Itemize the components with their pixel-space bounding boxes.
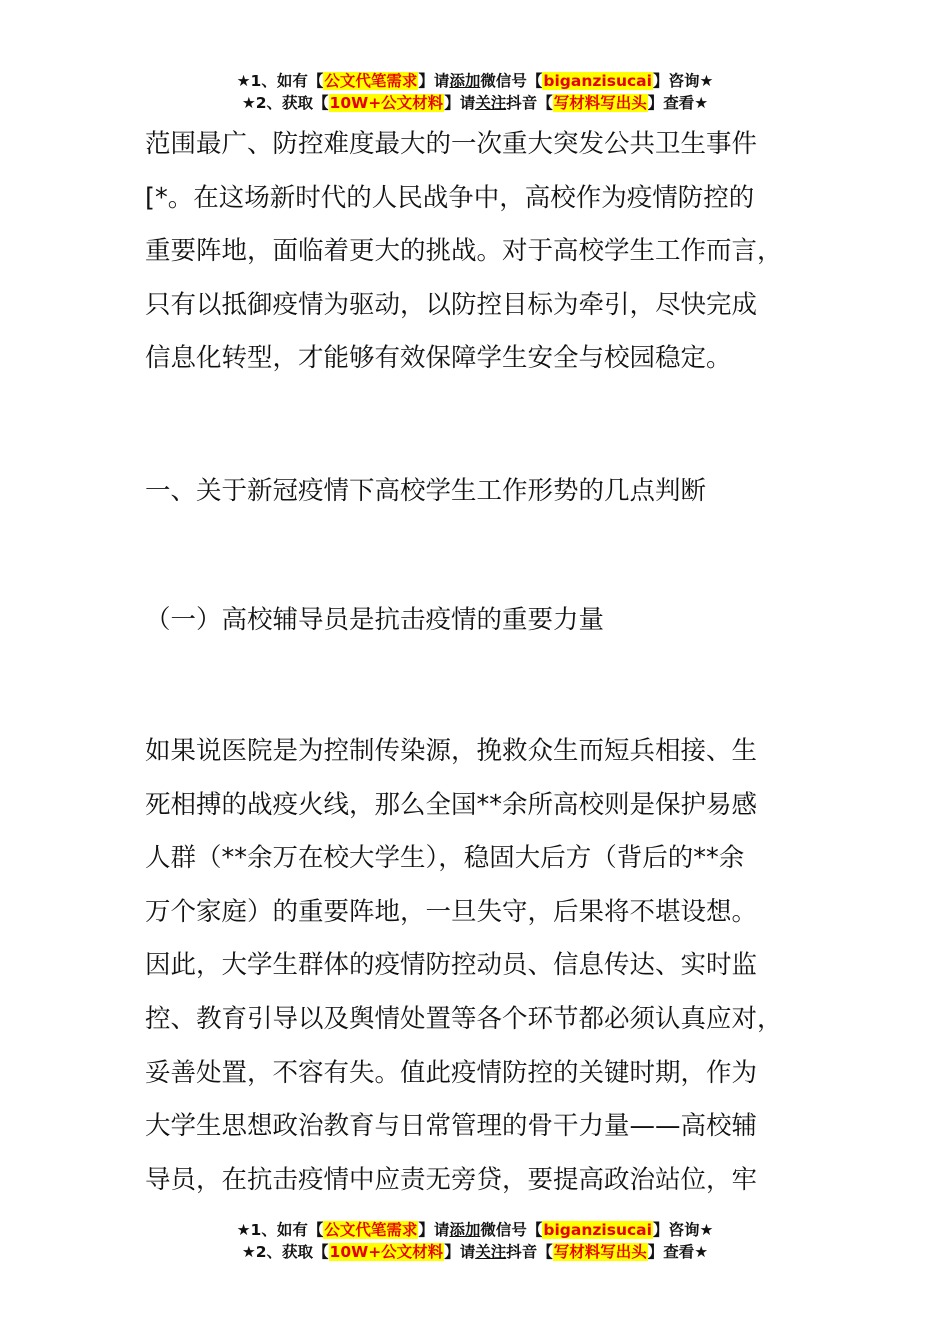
highlight-service: 公文代笔需求 [324,72,418,90]
text-line: 万个家庭）的重要阵地，一旦失守，后果将不堪设想。 [145,896,758,927]
text-line: 范围最广、防控难度最大的一次重大突发公共卫生事件 [145,129,758,159]
highlight-wechat-id: biganzisucai [543,1221,652,1239]
heading-1: 一、关于新冠疫情下高校学生工作形势的几点判断 [145,476,707,506]
star-icon: ★ [241,1243,256,1261]
banner-line-2: ★2、获取【10W+公文材料】请关注抖音【写材料写出头】查看★ [241,1243,709,1261]
text-line: 大学生思想政治教育与日常管理的骨干力量——高校辅 [145,1111,758,1142]
subsection-heading [145,594,845,648]
banner-line-1: ★1、如有【公文代笔需求】请添加微信号【biganzisucai】咨询★ [236,1221,714,1239]
text-line: 信息化转型，才能够有效保障学生安全与校园稳定。 [145,343,732,374]
text-line: [*。在这场新时代的人民战争中，高校作为疫情防控的 [145,182,755,213]
text-line: 导员，在抗击疫情中应责无旁贷，要提高政治站位，牢 [145,1164,758,1195]
banner-line-2: ★2、获取【10W+公文材料】请关注抖音【写材料写出头】查看★ [241,94,709,112]
highlight-materials: 10W+公文材料 [329,94,444,112]
star-icon: ★ [241,94,256,112]
text-line: 如果说医院是为控制传染源，挽救众生而短兵相接、生 [145,736,758,766]
body-paragraph [145,725,845,1207]
text-line: 人群（**余万在校大学生），稳固大后方（背后的**余 [145,843,745,874]
text-line: 妥善处置，不容有失。值此疫情防控的关键时期，作为 [145,1057,758,1088]
highlight-douyin: 写材料写出头 [553,94,647,112]
highlight-douyin: 写材料写出头 [553,1243,647,1261]
text-line: 因此，大学生群体的疫情防控动员、信息传达、实时监 [145,950,758,981]
highlight-materials: 10W+公文材料 [329,1243,444,1261]
top-banner [0,70,950,114]
text-line: 死相搏的战疫火线，那么全国**余所高校则是保护易感 [145,789,758,820]
highlight-wechat-id: biganzisucai [543,72,652,90]
bottom-banner [0,1219,950,1263]
text-line: 重要阵地，面临着更大的挑战。对于高校学生工作而言， [145,236,783,267]
section-heading [145,465,845,519]
heading-2: （一）高校辅导员是抗击疫情的重要力量 [145,605,605,635]
star-icon: ★ [236,1221,251,1239]
highlight-service: 公文代笔需求 [324,1221,418,1239]
intro-paragraph [145,118,845,386]
banner-line-1: ★1、如有【公文代笔需求】请添加微信号【biganzisucai】咨询★ [236,72,714,90]
text-line: 控、教育引导以及舆情处置等各个环节都必须认真应对， [145,1003,783,1034]
star-icon: ★ [236,72,251,90]
text-line: 只有以抵御疫情为驱动，以防控目标为牵引，尽快完成 [145,289,758,320]
